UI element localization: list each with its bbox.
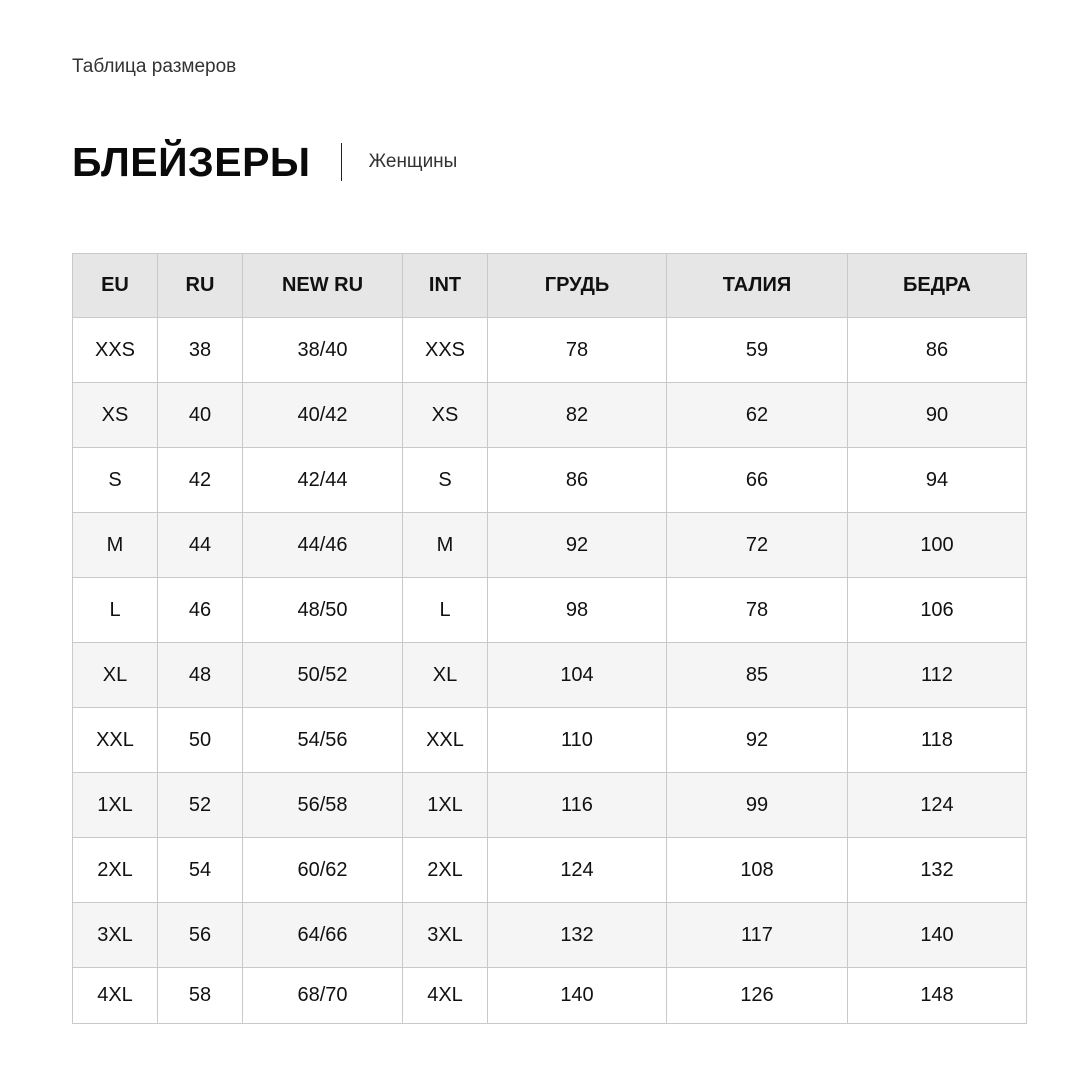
cell-eu: XXS (73, 318, 158, 383)
cell-new-ru: 56/58 (243, 773, 403, 838)
header-eu: EU (73, 254, 158, 318)
cell-hips: 112 (848, 643, 1027, 708)
cell-hips: 106 (848, 578, 1027, 643)
header-hips: БЕДРА (848, 254, 1027, 318)
table-row (73, 708, 1027, 773)
cell-ru: 48 (158, 643, 243, 708)
cell-chest: 140 (488, 968, 667, 1024)
table-header-row (73, 254, 1027, 318)
cell-int: XS (403, 383, 488, 448)
cell-chest: 116 (488, 773, 667, 838)
cell-new-ru: 68/70 (243, 968, 403, 1024)
cell-ru: 42 (158, 448, 243, 513)
cell-chest: 82 (488, 383, 667, 448)
cell-ru: 56 (158, 903, 243, 968)
cell-hips: 124 (848, 773, 1027, 838)
size-table (72, 253, 1027, 1024)
cell-new-ru: 38/40 (243, 318, 403, 383)
cell-waist: 99 (667, 773, 848, 838)
cell-hips: 148 (848, 968, 1027, 1024)
cell-chest: 98 (488, 578, 667, 643)
cell-hips: 132 (848, 838, 1027, 903)
cell-chest: 78 (488, 318, 667, 383)
cell-new-ru: 40/42 (243, 383, 403, 448)
cell-eu: S (73, 448, 158, 513)
cell-waist: 92 (667, 708, 848, 773)
table-row (73, 383, 1027, 448)
table-row (73, 773, 1027, 838)
cell-ru: 44 (158, 513, 243, 578)
cell-hips: 118 (848, 708, 1027, 773)
cell-new-ru: 48/50 (243, 578, 403, 643)
table-body (73, 318, 1027, 1024)
cell-new-ru: 50/52 (243, 643, 403, 708)
title-row (72, 136, 457, 188)
cell-new-ru: 60/62 (243, 838, 403, 903)
cell-int: XL (403, 643, 488, 708)
cell-hips: 100 (848, 513, 1027, 578)
cell-hips: 94 (848, 448, 1027, 513)
cell-ru: 40 (158, 383, 243, 448)
cell-eu: XXL (73, 708, 158, 773)
table-row (73, 578, 1027, 643)
cell-int: XXS (403, 318, 488, 383)
cell-ru: 46 (158, 578, 243, 643)
cell-hips: 86 (848, 318, 1027, 383)
cell-eu: M (73, 513, 158, 578)
cell-new-ru: 42/44 (243, 448, 403, 513)
cell-chest: 86 (488, 448, 667, 513)
title-divider (341, 143, 342, 181)
cell-ru: 52 (158, 773, 243, 838)
cell-eu: XL (73, 643, 158, 708)
cell-waist: 72 (667, 513, 848, 578)
cell-ru: 54 (158, 838, 243, 903)
table-row (73, 318, 1027, 383)
cell-new-ru: 44/46 (243, 513, 403, 578)
cell-hips: 140 (848, 903, 1027, 968)
cell-int: M (403, 513, 488, 578)
header-ru: RU (158, 254, 243, 318)
table-row (73, 968, 1027, 1024)
cell-int: L (403, 578, 488, 643)
cell-chest: 104 (488, 643, 667, 708)
cell-waist: 59 (667, 318, 848, 383)
cell-new-ru: 64/66 (243, 903, 403, 968)
cell-waist: 62 (667, 383, 848, 448)
cell-waist: 126 (667, 968, 848, 1024)
cell-waist: 108 (667, 838, 848, 903)
table-row (73, 448, 1027, 513)
page-overline: Таблица размеров (72, 56, 237, 77)
cell-int: XXL (403, 708, 488, 773)
cell-int: 4XL (403, 968, 488, 1024)
cell-chest: 124 (488, 838, 667, 903)
table-row (73, 513, 1027, 578)
header-new-ru: NEW RU (243, 254, 403, 318)
page-title: БЛЕЙЗЕРЫ (72, 139, 311, 185)
cell-waist: 85 (667, 643, 848, 708)
cell-eu: 3XL (73, 903, 158, 968)
cell-int: 2XL (403, 838, 488, 903)
cell-ru: 38 (158, 318, 243, 383)
cell-chest: 132 (488, 903, 667, 968)
table-row (73, 903, 1027, 968)
table-row (73, 838, 1027, 903)
header-waist: ТАЛИЯ (667, 254, 848, 318)
cell-chest: 92 (488, 513, 667, 578)
cell-int: 3XL (403, 903, 488, 968)
cell-ru: 50 (158, 708, 243, 773)
cell-eu: 1XL (73, 773, 158, 838)
header-chest: ГРУДЬ (488, 254, 667, 318)
cell-waist: 117 (667, 903, 848, 968)
cell-int: 1XL (403, 773, 488, 838)
cell-eu: 4XL (73, 968, 158, 1024)
cell-eu: 2XL (73, 838, 158, 903)
cell-eu: L (73, 578, 158, 643)
category-label: Женщины (368, 151, 458, 172)
size-table-container (72, 253, 1026, 1024)
cell-waist: 66 (667, 448, 848, 513)
cell-chest: 110 (488, 708, 667, 773)
cell-hips: 90 (848, 383, 1027, 448)
header-int: INT (403, 254, 488, 318)
table-row (73, 643, 1027, 708)
cell-ru: 58 (158, 968, 243, 1024)
cell-eu: XS (73, 383, 158, 448)
cell-int: S (403, 448, 488, 513)
cell-waist: 78 (667, 578, 848, 643)
cell-new-ru: 54/56 (243, 708, 403, 773)
